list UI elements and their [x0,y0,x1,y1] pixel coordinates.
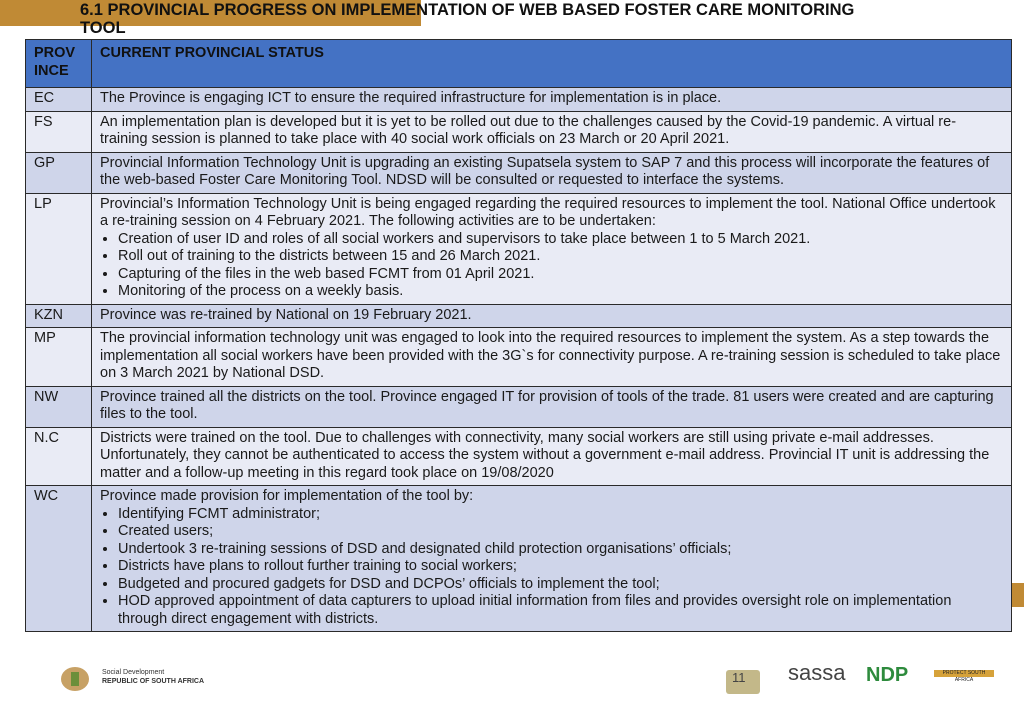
status-text: Provincial’s Information Technology Unit is being engaged regarding the required resources to implement the tool. National Office undertook a re-training session on 4 February 2021. The following activities are to be undertaken: [100,195,996,229]
table-row [26,88,1012,112]
province-cell: FS [26,111,92,152]
status-cell [92,427,1012,486]
province-cell: WC [26,486,92,632]
status-text: An implementation plan is developed but it is yet to be rolled out due to the challenges caused by the Covid-19 pandemic. A virtual re-training session is planned to take place with 40 social work officials on 23 March or 20 April 2021. [100,113,957,147]
page-number: 11 [732,670,746,685]
status-cell [92,193,1012,304]
list-item: • Created users; [118,523,1003,541]
table-row [26,152,1012,193]
table-row [26,486,1012,632]
department-name: Social Development [102,669,165,676]
table-header-row [26,40,1012,88]
page-title: 6.1 PROVINCIAL PROGRESS ON IMPLEMENTATION OF WEB BASED FOSTER CARE MONITORING TOOL [80,1,855,37]
status-cell [92,88,1012,112]
status-cell [92,111,1012,152]
list-item: • Districts have plans to rollout further training to social workers; [118,558,1003,576]
table-row [26,304,1012,328]
list-item: • HOD approved appointment of data capturers to upload initial information from files and provides oversight role on implementation through direct engagement with districts. [118,593,1003,628]
table-row [26,328,1012,387]
list-item: • Undertook 3 re-training sessions of DSD and designated child protection organisations’ officials; [118,541,1003,559]
province-cell: GP [26,152,92,193]
header-province: PROV INCE [26,40,92,88]
table-row [26,427,1012,486]
list-item: • Budgeted and procured gadgets for DSD and DCPOs’ officials to implement the tool; [118,576,1003,594]
department-country: REPUBLIC OF SOUTH AFRICA [102,678,205,685]
provincial-status-table [25,39,1012,632]
province-cell: NW [26,386,92,427]
department-label [102,668,204,686]
province-cell: EC [26,88,92,112]
activity-list [100,231,1003,301]
list-item: • Monitoring of the process on a weekly basis. [118,283,1003,301]
status-cell [92,328,1012,387]
table-row [26,386,1012,427]
header-status: CURRENT PROVINCIAL STATUS [92,40,1012,88]
status-text: Provincial Information Technology Unit is upgrading an existing Supatsela system to SAP 7 and this process will incorporate the features of the web-based Foster Care Monitoring Tool. NDSD will be consulted or requested to interface the systems. [100,154,990,188]
ndp-logo: NDP [866,664,909,686]
province-cell: KZN [26,304,92,328]
status-cell [92,486,1012,632]
status-text: Province made provision for implementation of the tool by: [100,488,474,504]
status-text: The provincial information technology unit was engaged to look into the required resources to implement the system. As a step towards the implementation all social workers have been provided with the 3G`s for connectivity purpose. A re-training session is scheduled to take place on 3 March 2021 by National DSD. [100,330,1001,381]
province-cell: MP [26,328,92,387]
status-text: The Province is engaging ICT to ensure the required infrastructure for implementation is in place. [100,90,722,106]
table-body [26,88,1012,632]
list-item: • Roll out of training to the districts between 15 and 26 March 2021. [118,248,1003,266]
status-cell [92,386,1012,427]
status-text: Districts were trained on the tool. Due to challenges with connectivity, many social workers are still using private e-mail addresses. Unfortunately, they cannot be authenticated to access the system without a government e-mail address. Provincial IT unit is addressing the matter and a follow-up meeting in this regard took place on 19/08/2020 [100,429,990,481]
coat-of-arms-logo [58,666,92,692]
provision-list [100,506,1003,629]
table-row [26,193,1012,304]
protect-south-africa-logo: PROTECT SOUTH AFRICA [934,670,994,677]
province-cell: LP [26,193,92,304]
status-text: Province was re-trained by National on 19 February 2021. [100,306,472,323]
status-cell [92,152,1012,193]
province-cell: N.C [26,427,92,486]
table-row [26,111,1012,152]
status-cell [92,304,1012,328]
right-accent-tab [1010,583,1024,607]
sassa-logo: sassa [788,660,846,685]
list-item: • Identifying FCMT administrator; [118,506,1003,524]
list-item: • Creation of user ID and roles of all social workers and supervisors to take place between 1 to 5 March 2021. [118,231,1003,249]
list-item: • Capturing of the files in the web based FCMT from 01 April 2021. [118,266,1003,284]
status-text: Province trained all the districts on the tool. Province engaged IT for provision of tools of the trade. 81 users were created and are capturing files to the tool. [100,388,994,422]
